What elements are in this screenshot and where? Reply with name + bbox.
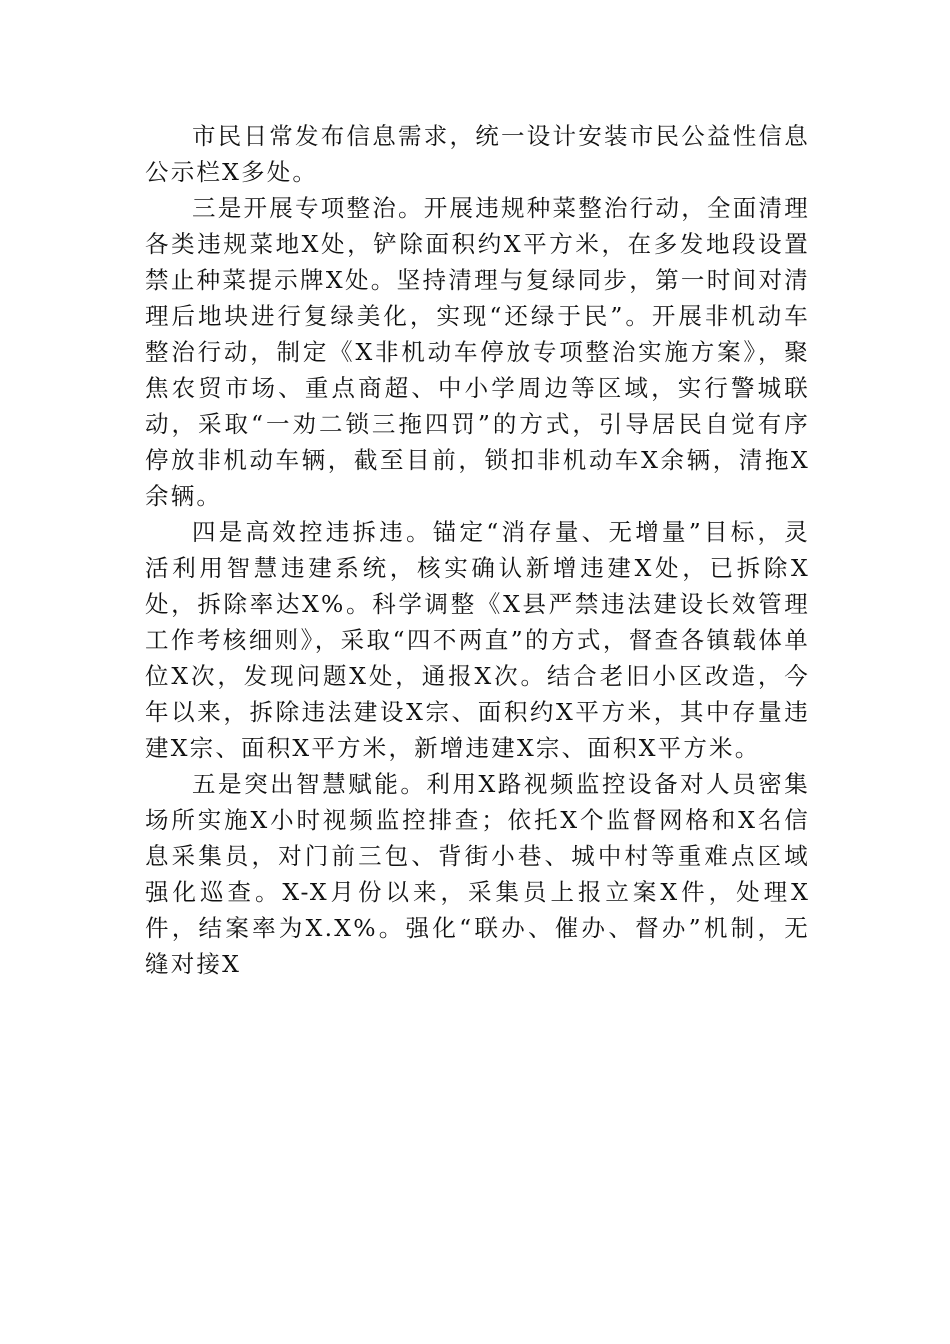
paragraph-smart-empowerment: 五是突出智慧赋能。利用X路视频监控设备对人员密集场所实施X小时视频监控排查；依托X个监督网格和X名信息采集员，对门前三包、背街小巷、城中村等重难点区域强化巡查。X-X月份以来，采集员上报立案X件，处理X件，结案率为X.X%。强化“联办、催办、督办”机制，无缝对接X (145, 770, 810, 978)
paragraph-special-rectification: 三是开展专项整治。开展违规种菜整治行动，全面清理各类违规菜地X处，铲除面积约X平方米，在多发地段设置禁止种菜提示牌X处。坚持清理与复绿同步，第一时间对清理后地块进行复绿美化，实现“还绿于民”。开展非机动车整治行动，制定《X非机动车停放专项整治实施方案》，聚焦农贸市场、重点商超、中小学周边等区域，实行警城联动，采取“一劝二锁三拖四罚”的方式，引导居民自觉有序停放非机动车辆，截至目前，锁扣非机动车X余辆，清拖X余辆。 (145, 194, 810, 510)
paragraph-illegal-construction: 四是高效控违拆违。锚定“消存量、无增量”目标，灵活利用智慧违建系统，核实确认新增违建X处，已拆除X处，拆除率达X%。科学调整《X县严禁违法建设长效管理工作考核细则》，采取“四不两直”的方式，督查各镇载体单位X次，发现问题X处，通报X次。结合老旧小区改造，今年以来，拆除违法建设X宗、面积约X平方米，其中存量违建X宗、面积X平方米，新增违建X宗、面积X平方米。 (145, 518, 810, 762)
paragraph-continued: 市民日常发布信息需求，统一设计安装市民公益性信息公示栏X多处。 (145, 122, 810, 186)
document-body (145, 118, 810, 982)
